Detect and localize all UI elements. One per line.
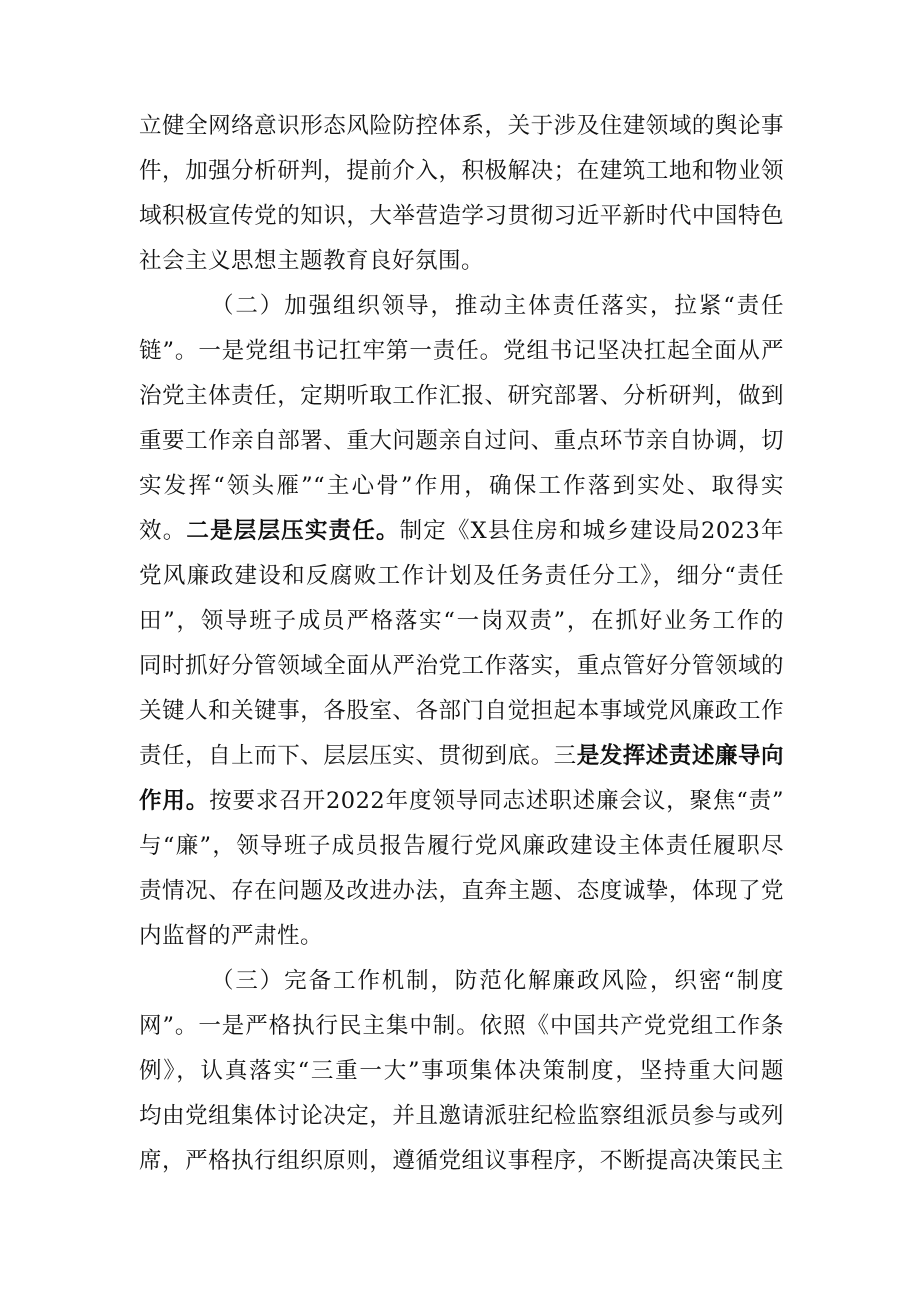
text-line: 网”。一是严格执行民主集中制。依照《中国共产党党组工作条 xyxy=(139,1013,784,1039)
section-heading-line: （三）完备工作机制，防范化解廉政风险，织密“制度 xyxy=(211,968,784,994)
text-line: 域积极宣传党的知识，大举营造学习贯彻习近平新时代中国特色 xyxy=(139,203,784,229)
text-line: 责情况、存在问题及改进办法，直奔主题、态度诚挚，体现了党 xyxy=(139,878,784,904)
bold-text-run: 二是层层压实责任。 xyxy=(186,518,400,544)
text-line: 与“廉”，领导班子成员报告履行党风廉政建设主体责任履职尽 xyxy=(139,833,784,859)
text-line: 链”。一是党组书记扛牢第一责任。党组书记坚决扛起全面从严 xyxy=(139,338,784,364)
text-run: 按要求召开2022年度领导同志述职述廉会议，聚焦“责” xyxy=(209,788,784,814)
text-line: 实发挥“领头雁”“主心骨”作用，确保工作落到实处、取得实 xyxy=(139,473,784,499)
bold-text-run: 作用。 xyxy=(139,788,210,814)
text-line: 均由党组集体讨论决定，并且邀请派驻纪检监察组派员参与或列 xyxy=(139,1103,784,1129)
text-line: 田”，领导班子成员严格落实“一岗双责”，在抓好业务工作的 xyxy=(139,608,784,634)
text-line: 关键人和关键事，各股室、各部门自觉担起本事域党风廉政工作 xyxy=(139,698,784,724)
text-run: 效。 xyxy=(139,518,187,544)
text-line-mixed xyxy=(139,736,784,776)
text-line: 社会主义思想主题教育良好氛围。 xyxy=(139,248,485,274)
text-line: 内监督的严肃性。 xyxy=(139,923,324,949)
text-line: 同时抓好分管领域全面从严治党工作落实，重点管好分管领域的 xyxy=(139,653,784,679)
bold-text-run: 是发挥述责述廉导向 xyxy=(576,743,784,769)
text-line: 席，严格执行组织原则，遵循党组议事程序，不断提高决策民主 xyxy=(139,1148,784,1174)
text-line: 立健全网络意识形态风险防控体系，关于涉及住建领域的舆论事 xyxy=(139,113,784,139)
text-line-mixed xyxy=(139,781,784,821)
text-line: 例》，认真落实“三重一大”事项集体决策制度，坚持重大问题 xyxy=(139,1058,784,1084)
text-run: 制定《X县住房和城乡建设局2023年 xyxy=(399,518,784,544)
text-line-mixed xyxy=(139,511,784,551)
section-heading-line: （二）加强组织领导，推动主体责任落实，拉紧“责任 xyxy=(211,293,784,319)
text-run: 责任，自上而下、层层压实、贯彻到底。三 xyxy=(139,743,577,769)
text-line: 治党主体责任，定期听取工作汇报、研究部署、分析研判，做到 xyxy=(139,383,784,409)
text-line: 重要工作亲自部署、重大问题亲自过问、重点环节亲自协调，切 xyxy=(139,428,784,454)
text-line: 党风廉政建设和反腐败工作计划及任务责任分工》，细分“责任 xyxy=(139,563,784,589)
text-line: 件，加强分析研判，提前介入，积极解决；在建筑工地和物业领 xyxy=(139,158,784,184)
